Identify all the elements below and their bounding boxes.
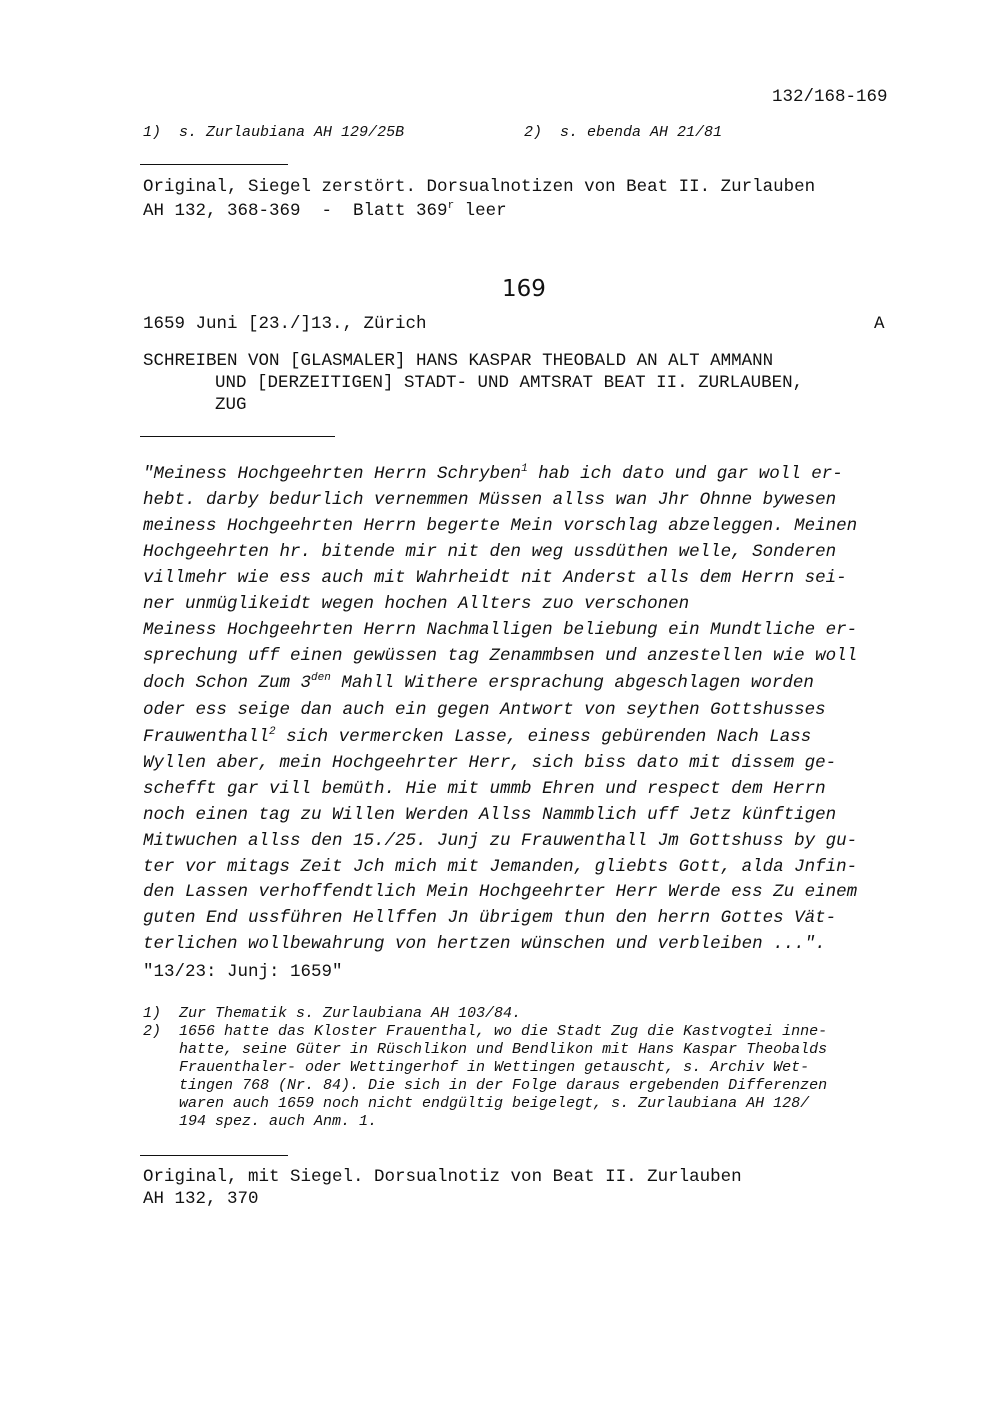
body-line-16: ter vor mitags Zeit Jch mich mit Jemanden, gliebts Gott, alda Jnfin-	[143, 857, 858, 877]
body-line-18: guten End ussführen Hellffen Jn übrigem thun den herrn Gottes Vät-	[143, 908, 837, 928]
body-line-5: villmehr wie ess auch mit Wahrheidt nit Anderst alls dem Herrn sei-	[143, 568, 847, 588]
footnote-2-line-2: hatte, seine Güter in Rüschlikon und Bendlikon mit Hans Kaspar Theobalds	[179, 1041, 828, 1058]
footnote-divider	[140, 164, 288, 165]
body-text: doch Schon Zum 3	[143, 673, 312, 693]
prev-footnote-1	[143, 124, 404, 141]
body-line-11	[143, 727, 811, 747]
footnote-ref-2: 2	[269, 726, 276, 739]
source-line-1: Original, mit Siegel. Dorsualnotiz von Beat II. Zurlauben	[143, 1167, 742, 1187]
body-line-4: Hochgeehrten hr. bitende mir nit den weg ussdüthen welle, Sonderen	[143, 542, 837, 562]
prev-footnote-2	[524, 124, 722, 141]
heading-line-1: SCHREIBEN VON [GLASMALER] HANS KASPAR THEOBALD AN ALT AMMANN	[143, 351, 774, 371]
footnote-2-line-4: tingen 768 (Nr. 84). Die sich in der Folge daraus ergebenden Differenzen	[179, 1077, 828, 1094]
prev-source-text-end: leer	[454, 201, 507, 221]
body-text: Frauwenthall	[143, 727, 270, 747]
footnote-1-number: 1)	[143, 1005, 162, 1022]
body-line-7: Meiness Hochgeehrten Herrn Nachmalligen beliebung ein Mundtliche er-	[143, 620, 858, 640]
body-line-6: ner unmüglikeidt wegen hochen Allters zuo verschonen	[143, 594, 690, 614]
page-reference: 132/168-169	[772, 87, 888, 107]
document-number: 169	[502, 276, 546, 302]
letter-dateline: "13/23: Junj: 1659"	[143, 962, 343, 982]
body-text: "Meiness Hochgeehrten Herrn Schryben	[143, 464, 522, 484]
body-line-8: sprechung uff einen gewüssen tag Zenammbsen und anzestellen wie woll	[143, 646, 858, 666]
heading-line-2: UND [DERZEITIGEN] STADT- UND AMTSRAT BEAT II. ZURLAUBEN,	[215, 373, 804, 393]
body-text: sich vermercken Lasse, einess gebürenden Nach Lass	[275, 727, 812, 747]
footnote-text: s. Zurlaubiana AH 129/25B	[179, 124, 405, 141]
footnote-text: s. ebenda AH 21/81	[560, 124, 723, 141]
body-line-2: hebt. darby bedurlich vernemmen Müssen allss wan Jhr Ohnne bywesen	[143, 490, 837, 510]
heading-line-3: ZUG	[215, 395, 247, 415]
document-letter: A	[874, 314, 885, 334]
body-line-10: oder ess seige dan auch ein gegen Antwort von seythen Gottshusses	[143, 700, 826, 720]
footnote-2-line-3: Frauenthaler- oder Wettingerhof in Wettingen getauscht, s. Archiv Wet-	[179, 1059, 810, 1076]
footnote-2-line-6: 194 spez. auch Anm. 1.	[179, 1113, 378, 1130]
footnote-ref-1: 1	[521, 463, 528, 476]
footnote-1-text: Zur Thematik s. Zurlaubiana AH 103/84.	[179, 1005, 522, 1022]
footnote-number: 1)	[143, 124, 162, 141]
body-line-17: den Lassen verhoffendtlich Mein Hochgeehrter Herr Werde ess Zu einem	[143, 882, 858, 902]
footnote-divider	[140, 1155, 288, 1156]
body-line-13: schefft gar vill bemüth. Hie mit ummb Ehren und respect dem Herrn	[143, 779, 826, 799]
body-line-9	[143, 673, 814, 693]
footnote-2-number: 2)	[143, 1023, 162, 1040]
body-line-19: terlichen wollbewahrung von hertzen wünschen und verbleiben ...".	[143, 934, 826, 954]
prev-source-text: AH 132, 368-369 - Blatt 369	[143, 201, 448, 221]
heading-divider	[140, 436, 335, 437]
superscript: r	[447, 200, 455, 213]
body-line-1	[143, 464, 843, 484]
footnote-2-line-1: 1656 hatte das Kloster Frauenthal, wo die Stadt Zug die Kastvogtei inne-	[179, 1023, 828, 1040]
prev-source-line-2	[143, 200, 507, 222]
source-line-2: AH 132, 370	[143, 1189, 259, 1209]
body-line-12: Wyllen aber, mein Hochgeehrter Herr, sich biss dato mit dissem ge-	[143, 753, 837, 773]
body-line-3: meiness Hochgeehrten Herrn begerte Mein vorschlag abzeleggen. Meinen	[143, 516, 858, 536]
body-line-15: Mitwuchen allss den 15./25. Junj zu Frauwenthall Jm Gottshuss by gu-	[143, 831, 858, 851]
superscript: den	[311, 672, 331, 685]
body-text: hab ich dato und gar woll er-	[527, 464, 843, 484]
date-place: 1659 Juni [23./]13., Zürich	[143, 314, 427, 334]
body-line-14: noch einen tag zu Willen Werden Allss Nammblich uff Jetz künftigen	[143, 805, 837, 825]
footnote-number: 2)	[524, 124, 543, 141]
body-text: Mahll Withere ersprachung abgeschlagen worden	[330, 673, 814, 693]
prev-source-line-1: Original, Siegel zerstört. Dorsualnotizen von Beat II. Zurlauben	[143, 177, 816, 197]
footnote-2-line-5: waren auch 1659 noch nicht endgültig beigelegt, s. Zurlaubiana AH 128/	[179, 1095, 810, 1112]
